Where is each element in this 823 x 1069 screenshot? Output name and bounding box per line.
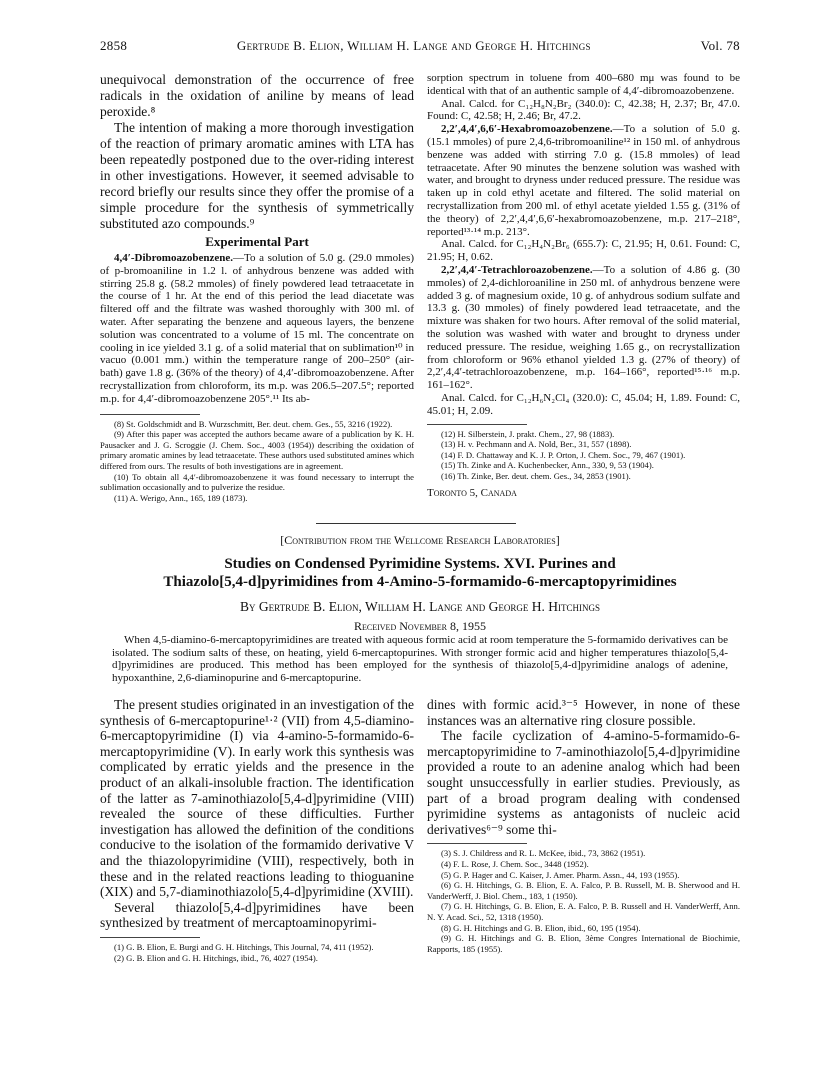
analysis-line: Anal. Calcd. for C₁₂H₈N₂Br₂ (340.0): C, 42.38; H, 2.37; Br, 47.0. Found: C, 42.58; H, 2.46; Br, 47.2. — [427, 97, 740, 123]
paragraph: unequivocal demonstration of the occurrence of free radicals in the oxidation of aniline by means of lead peroxide.⁸ — [100, 72, 414, 119]
bottom-right-column — [427, 697, 740, 954]
experimental-text: —To a solution of 5.0 g. (29.0 mmoles) of p-bromoaniline in 1.2 l. of anhydrous benzene was added with stirring 25.8 g. (58.2 mmoles) of finely powdered lead tetraacetate in the course of 1 hr. At the end of this period the lead diacetate was filtered off and the filtrate was washed thoroughly with 300 ml. of water. After separating the benzene and aqueous layers, the benzene solution was concentrated to a volume of 15 ml. The concentrate on cooling in ice yielded 3.1 g. of a solid material that on sublimation¹⁰ in vacuo (0.001 mm.) within the temperature range of 200–250° (air-bath) gave 1.8 g. (36% of the theory) of 4,4′-dibromoazobenzene. After recrystallization from chloroform, its m.p. was 206.5–207.5°; reported m.p. for 4,4′-dibromoazobenzene 205°.¹¹ Its ab- — [100, 252, 414, 405]
footnote: (10) To obtain all 4,4′-dibromoazobenzene it was found necessary to interrupt the sublimation occasionally and to pulverize the residue. — [100, 471, 414, 493]
footnote: (4) F. L. Rose, J. Chem. Soc., 3448 (1952). — [441, 858, 589, 869]
analysis-line: Anal. Calcd. for C₁₂H₄N₂Br₆ (655.7): C, 21.95; H, 0.61. Found: C, 21.95; H, 0.62. — [427, 238, 740, 264]
footnote: (6) G. H. Hitchings, G. B. Elion, E. A. Falco, P. B. Russell, M. B. Sherwood and H. VanderWerff, J. Biol. Chem., 183, 1 (1950). — [427, 880, 740, 901]
footnote: (13) H. v. Pechmann and A. Nold, Ber., 31, 557 (1898). — [441, 439, 632, 450]
compound-heading: 2,2′,4,4′-Tetrachloroazobenzene. — [441, 263, 593, 276]
paragraph: Several thiazolo[5,4-d]pyrimidines have been synthesized by treatment of mercaptoaminopyrimi- — [100, 899, 414, 931]
footnote: (12) H. Silberstein, J. prakt. Chem., 27, 98 (1883). — [441, 428, 615, 439]
article-header — [100, 533, 740, 634]
experimental-paragraph — [427, 123, 740, 238]
footnote: (15) Th. Zinke and A. Kuchenbecker, Ann., 330, 9, 53 (1904). — [441, 460, 654, 471]
footnote: (11) A. Werigo, Ann., 165, 189 (1873). — [114, 492, 248, 503]
footnote-divider — [427, 843, 527, 844]
section-heading: Experimental Part — [205, 234, 309, 249]
experimental-text: —To a solution of 4.86 g. (30 mmoles) of 2,4-dichloroaniline in 250 ml. of anhydrous benzene were added 3 g. of magnesium oxide, 10 g. of anhydrous sodium sulfate and 13.3 g. (30 mmoles) of finely powdered lead tetraacetate, and the mixture was shaken for two hours. After removal of the solid material, the solution was washed with water and brought to dryness under reduced pressure. The residue, weighing 1.65 g., on recrystallization from chloroform or 96% ethanol yielded 1.3 g. (27% of theory) of 2,2′,4,4′-tetrachloroazobenzene, m.p. 164–166°, reported¹⁵·¹⁶ m.p. 161–162°. — [427, 263, 740, 392]
footnote: (14) F. D. Chattaway and K. J. P. Orton, J. Chem. Soc., 79, 467 (1901). — [441, 449, 686, 460]
footnote: (7) G. H. Hitchings, G. B. Elion, E. A. Falco, P. B. Russell and H. VanderWerff, Ann. N. Y. Acad. Sci., 52, 1318 (1950). — [427, 901, 740, 922]
article-title-line1: Studies on Condensed Pyrimidine Systems. XVI. Purines and — [224, 556, 616, 572]
footnote: (1) G. B. Elion, E. Burgi and G. H. Hitchings, This Journal, 74, 411 (1952). — [114, 941, 374, 952]
header-authors: Gertrude B. Elion, William H. Lange and George H. Hitchings — [236, 38, 591, 53]
paragraph: The facile cyclization of 4-amino-5-formamido-6-mercaptopyrimidine to 7-aminothiazolo[5,4-d]pyrimidine provided a route to an adenine analog which had been sought unsuccessfully in earlier studies. Previously, as part of a broad program dealing with condensed pyrimidine systems as antagonists of nucleic acid derivatives⁶⁻⁹ some thi- — [427, 728, 740, 837]
byline: By Gertrude B. Elion, William H. Lange and George H. Hitchings — [240, 599, 600, 614]
footnote: (16) Th. Zinke, Ber. deut. chem. Ges., 34, 2853 (1901). — [441, 470, 631, 481]
bottom-left-column — [100, 697, 414, 963]
page-number: 2858 — [100, 38, 128, 53]
top-left-column — [100, 72, 414, 503]
experimental-text: —To a solution of 5.0 g. (15.1 mmoles) of pure 2,4,6-tribromoaniline¹² in 150 ml. of anhydrous benzene was added with stirring 7.0 g. (15.8 mmoles) of lead tetraacetate. After 90 minutes the benzene solution was washed with water, and brought to dryness under reduced pressure. The residue was taken up in cold ethyl acetate and filtered. The solid material on recrystallization from 200 ml. of ethyl acetate yielded 1.55 g. (31% of the theory) of 2,2′,4,4′,6,6′-hexabromoazobenzene, m.p. 217–218°, reported¹³·¹⁴ m.p. 213°. — [427, 123, 740, 238]
analysis-line: Anal. Calcd. for C₁₂H₆N₂Cl₄ (320.0): C, 45.04; H, 1.89. Found: C, 45.01; H, 2.09. — [427, 391, 740, 417]
footnote: (9) G. H. Hitchings and G. B. Elion, 3ème Congres International de Biochimie, Rapports, 185 (1955). — [427, 933, 740, 954]
paragraph: The intention of making a more thorough investigation of the reaction of primary aromatic amines with LTA has been repeatedly postponed due to the over-riding interest in other investigations. However, it seemed advisable to record briefly our results since they offer the promise of a simple procedure for the synthesis of symmetrically substituted azo compounds.⁹ — [100, 120, 414, 231]
paragraph: dines with formic acid.³⁻⁵ However, in none of these instances was an alternative ring closure possible. — [427, 697, 740, 728]
experimental-paragraph — [427, 264, 740, 392]
footnote: (8) G. H. Hitchings and G. B. Elion, ibid., 60, 195 (1954). — [441, 922, 641, 933]
article-divider — [316, 523, 516, 524]
footnote: (2) G. B. Elion and G. H. Hitchings, ibid., 76, 4027 (1954). — [114, 952, 318, 963]
contribution-line: [Contribution from the Wellcome Research Laboratories] — [280, 533, 560, 547]
abstract: When 4,5-diamino-6-mercaptopyrimidines are treated with aqueous formic acid at room temperature the 5-formamido derivatives can be isolated. The sodium salts of these, on heating, yield 6-mercaptopurines. With stronger formic acid and higher temperatures thiazolo[5,4-d]pyrimidines are produced. This method has been employed for the synthesis of thiazolo[5,4-d]pyrimidine analogs of adenine, hypoxanthine, 2,6-diaminopurine and 6-mercaptopurine. — [112, 634, 728, 684]
received-date: Received November 8, 1955 — [354, 619, 486, 633]
footnote-divider — [100, 414, 200, 415]
article-title-line2: Thiazolo[5,4-d]pyrimidines from 4-Amino-5-formamido-6-mercaptopyrimidines — [163, 574, 677, 590]
paragraph: sorption spectrum in toluene from 400–680 mμ was found to be identical with that of an authentic sample of 4,4′-dibromoazobenzene. — [427, 72, 740, 97]
footnote-divider — [100, 937, 200, 938]
compound-heading: 2,2′,4,4′,6,6′-Hexabromoazobenzene. — [441, 123, 613, 136]
volume-number: Vol. 78 — [700, 38, 740, 53]
footnote: (3) S. J. Childress and R. L. McKee, ibid., 73, 3862 (1951). — [441, 848, 646, 859]
footnote: (5) G. P. Hager and C. Kaiser, J. Amer. Pharm. Assn., 44, 193 (1955). — [441, 869, 680, 880]
compound-heading: 4,4′-Dibromoazobenzene. — [114, 252, 233, 264]
location-line: Toronto 5, Canada — [427, 487, 517, 500]
running-header — [100, 38, 740, 54]
paragraph: The present studies originated in an investigation of the synthesis of 6-mercaptopurine¹·² (VII) from 4,5-diamino-6-mercaptopyrimidine (I) via 4-amino-5-formamido-6-mercaptopyrimidine (V). In early work this synthesis was complicated by erratic yields and the presence in the product of an alkali-insoluble fraction. The identification of the latter as 7-aminothiazolo[5,4-d]pyrimidine (VIII) revealed the source of these difficulties. Further investigation has allowed the definition of the conditions conducive to the isolation of the formamido derivative V and the thiazolopyrimidine (VIII), respectively, both in these and in the related reactions leading to thioguanine (XIX) and 5,7-diaminothiazolo[5,4-d]pyrimidine (XVIII). — [100, 697, 414, 900]
top-right-column — [427, 72, 740, 500]
footnote-divider — [427, 424, 527, 425]
experimental-paragraph — [100, 252, 414, 406]
footnote: (8) St. Goldschmidt and B. Wurzschmitt, Ber. deut. chem. Ges., 55, 3216 (1922). — [114, 418, 393, 429]
footnote: (9) After this paper was accepted the authors became aware of a publication by K. H. Pausacker and J. G. Scroggie (J. Chem. Soc., 4003 (1954)) describing the oxidation of primary aromatic amines by lead tetraacetate. These authors used substituted amines which differed from ours. The results of both investigations are in agreement. — [100, 429, 414, 471]
